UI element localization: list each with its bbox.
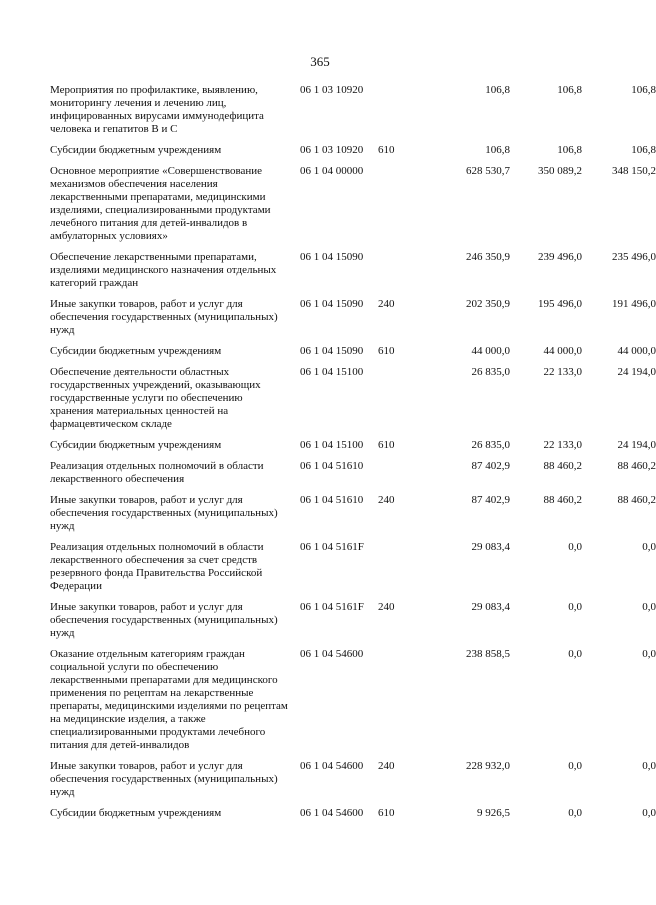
row-expense-type: 610 xyxy=(378,345,395,357)
row-value-2: 88 460,2 xyxy=(543,460,582,472)
row-code: 06 1 04 54600 xyxy=(300,648,364,660)
row-value-1: 238 858,5 xyxy=(466,648,510,660)
row-value-1: 87 402,9 xyxy=(471,494,510,506)
table-row xyxy=(50,807,656,820)
row-name: Основное мероприятие «Совершенствование механизмов обеспечения населения лекарственными препаратами, медицинскими изделиями, специализированными продуктами лечебного питания для детей-инвалидов в амбулаторных условиях» xyxy=(50,165,271,242)
row-value-3: 235 496,0 xyxy=(612,251,656,263)
row-value-1: 202 350,9 xyxy=(466,298,510,310)
row-name: Иные закупки товаров, работ и услуг для обеспечения государственных (муниципальных) нужд xyxy=(50,760,278,798)
row-value-3: 191 496,0 xyxy=(612,298,656,310)
row-value-2: 44 000,0 xyxy=(543,345,582,357)
row-name: Мероприятия по профилактике, выявлению, мониторингу лечения и лечению лиц, инфицированных вирусами иммунодефицита человека и гепатитов В и С xyxy=(50,84,264,135)
row-value-2: 350 089,2 xyxy=(538,165,582,177)
table-row xyxy=(50,439,656,452)
row-code: 06 1 04 54600 xyxy=(300,760,364,772)
row-code: 06 1 04 15090 xyxy=(300,251,364,263)
row-code: 06 1 04 15100 xyxy=(300,366,364,378)
table-row xyxy=(50,760,656,799)
row-value-3: 0,0 xyxy=(642,541,656,553)
row-name: Иные закупки товаров, работ и услуг для обеспечения государственных (муниципальных) нужд xyxy=(50,298,278,336)
table-row xyxy=(50,144,656,157)
row-expense-type: 240 xyxy=(378,494,395,506)
row-name: Субсидии бюджетным учреждениям xyxy=(50,345,222,357)
row-value-2: 0,0 xyxy=(568,760,582,772)
table-row xyxy=(50,494,656,533)
row-value-2: 0,0 xyxy=(568,601,582,613)
row-expense-type: 610 xyxy=(378,439,395,451)
row-value-2: 0,0 xyxy=(568,807,582,819)
row-code: 06 1 04 51610 xyxy=(300,460,364,472)
row-value-2: 88 460,2 xyxy=(543,494,582,506)
row-code: 06 1 03 10920 xyxy=(300,84,364,96)
row-value-3: 88 460,2 xyxy=(617,494,656,506)
table-row xyxy=(50,165,656,243)
row-value-1: 246 350,9 xyxy=(466,251,510,263)
row-value-2: 106,8 xyxy=(557,84,582,96)
row-value-3: 0,0 xyxy=(642,760,656,772)
row-code: 06 1 04 15090 xyxy=(300,298,364,310)
row-name: Обеспечение деятельности областных государственных учреждений, оказывающих государственные услуги по обеспечению хранения материальных ценностей на фармацевтическом складе xyxy=(50,366,261,430)
row-value-3: 44 000,0 xyxy=(617,345,656,357)
table-row xyxy=(50,460,656,486)
row-value-3: 106,8 xyxy=(631,84,656,96)
row-code: 06 1 04 15100 xyxy=(300,439,364,451)
row-value-1: 26 835,0 xyxy=(471,366,510,378)
row-value-2: 22 133,0 xyxy=(543,439,582,451)
row-name: Реализация отдельных полномочий в области лекарственного обеспечения xyxy=(50,460,264,485)
row-value-1: 106,8 xyxy=(485,84,510,96)
row-value-2: 239 496,0 xyxy=(538,251,582,263)
row-value-1: 29 083,4 xyxy=(471,601,510,613)
row-name: Обеспечение лекарственными препаратами, изделиями медицинского назначения отдельных категорий граждан xyxy=(50,251,277,289)
row-value-3: 0,0 xyxy=(642,648,656,660)
row-value-3: 106,8 xyxy=(631,144,656,156)
row-value-3: 0,0 xyxy=(642,807,656,819)
table-row xyxy=(50,298,656,337)
row-value-1: 26 835,0 xyxy=(471,439,510,451)
row-expense-type: 240 xyxy=(378,760,395,772)
row-value-1: 44 000,0 xyxy=(471,345,510,357)
row-expense-type: 610 xyxy=(378,807,395,819)
row-value-1: 628 530,7 xyxy=(466,165,510,177)
budget-table xyxy=(50,84,656,828)
row-value-1: 29 083,4 xyxy=(471,541,510,553)
row-name: Иные закупки товаров, работ и услуг для обеспечения государственных (муниципальных) нужд xyxy=(50,494,278,532)
row-value-2: 0,0 xyxy=(568,648,582,660)
row-value-3: 24 194,0 xyxy=(617,439,656,451)
row-value-2: 195 496,0 xyxy=(538,298,582,310)
row-code: 06 1 03 10920 xyxy=(300,144,364,156)
row-expense-type: 610 xyxy=(378,144,395,156)
row-code: 06 1 04 00000 xyxy=(300,165,364,177)
row-value-1: 228 932,0 xyxy=(466,760,510,772)
page-number: 365 xyxy=(310,54,330,69)
row-expense-type: 240 xyxy=(378,298,395,310)
row-value-2: 22 133,0 xyxy=(543,366,582,378)
table-row xyxy=(50,366,656,431)
table-row xyxy=(50,541,656,593)
row-name: Субсидии бюджетным учреждениям xyxy=(50,439,222,451)
row-name: Оказание отдельным категориям граждан социальной услуги по обеспечению лекарственными препаратами для медицинского применения по рецептам на лекарственные препараты, медицинскими изделиями по рецептам на медицинские изделия, а также специализированными продуктами лечебного питания для детей-инвалидов xyxy=(50,648,288,751)
row-value-3: 24 194,0 xyxy=(617,366,656,378)
row-value-1: 106,8 xyxy=(485,144,510,156)
table-row xyxy=(50,345,656,358)
table-row xyxy=(50,648,656,752)
row-code: 06 1 04 5161F xyxy=(300,601,364,613)
row-code: 06 1 04 15090 xyxy=(300,345,364,357)
row-name: Субсидии бюджетным учреждениям xyxy=(50,144,222,156)
row-value-2: 0,0 xyxy=(568,541,582,553)
row-value-1: 87 402,9 xyxy=(471,460,510,472)
table-row xyxy=(50,251,656,290)
table-row xyxy=(50,601,656,640)
row-name: Субсидии бюджетным учреждениям xyxy=(50,807,222,819)
row-value-2: 106,8 xyxy=(557,144,582,156)
row-expense-type: 240 xyxy=(378,601,395,613)
row-code: 06 1 04 51610 xyxy=(300,494,364,506)
row-code: 06 1 04 5161F xyxy=(300,541,364,553)
row-code: 06 1 04 54600 xyxy=(300,807,364,819)
row-value-3: 0,0 xyxy=(642,601,656,613)
row-value-3: 348 150,2 xyxy=(612,165,656,177)
table-row xyxy=(50,84,656,136)
row-name: Иные закупки товаров, работ и услуг для обеспечения государственных (муниципальных) нужд xyxy=(50,601,278,639)
row-value-3: 88 460,2 xyxy=(617,460,656,472)
row-value-1: 9 926,5 xyxy=(477,807,510,819)
row-name: Реализация отдельных полномочий в области лекарственного обеспечения за счет средств резервного фонда Правительства Российской Федерации xyxy=(50,541,264,592)
